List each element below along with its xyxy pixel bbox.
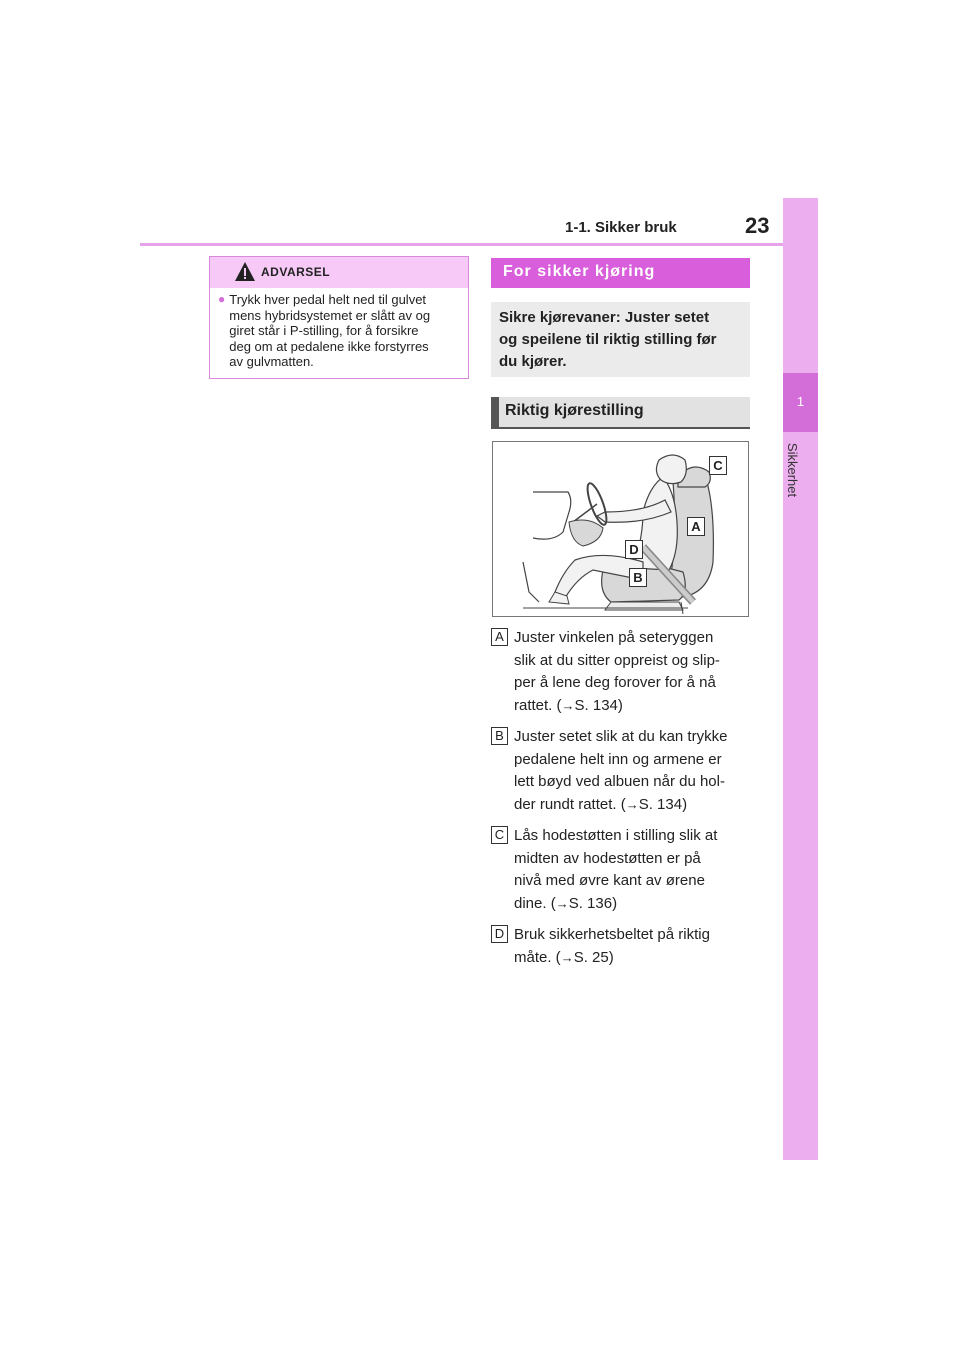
figure-label-d: D xyxy=(625,540,643,559)
warning-line: av gulvmatten. xyxy=(229,354,314,369)
figure-label-a: A xyxy=(687,517,705,536)
safe-driving-heading xyxy=(491,258,750,288)
chapter-number: 1 xyxy=(796,394,805,409)
arrow-right-icon: → xyxy=(625,796,639,812)
item-line: pedalene helt inn og armene er xyxy=(514,750,722,768)
habits-line: og speilene til riktig stilling før xyxy=(499,331,717,348)
item-text xyxy=(514,924,754,969)
warning-body xyxy=(210,288,468,370)
item-line: slik at du sitter oppreist og slip- xyxy=(514,651,720,669)
chapter-name: Sikkerhet xyxy=(785,442,800,498)
bullet-icon: ● xyxy=(218,292,226,306)
figure-label-b: B xyxy=(629,568,647,587)
item-ref-line xyxy=(514,695,754,718)
item-ref-line xyxy=(514,794,754,817)
item-line: midten av hodestøtten er på xyxy=(514,849,701,867)
arrow-right-icon: → xyxy=(561,697,575,713)
item-text xyxy=(514,726,754,816)
page-reference[interactable]: S. 134) xyxy=(638,795,688,813)
page-number: 23 xyxy=(745,213,770,238)
section-title: 1-1. Sikker bruk xyxy=(565,219,677,236)
warning-line: giret står i P-stilling, for å forsikre xyxy=(229,323,419,338)
figure-label-c: C xyxy=(709,456,727,475)
driving-habits-text xyxy=(499,307,744,373)
item-ref-line xyxy=(514,947,754,970)
warning-title: ADVARSEL xyxy=(261,265,331,279)
driving-habits-box xyxy=(491,302,750,377)
chapter-side-tab xyxy=(783,198,818,1160)
item-text xyxy=(514,627,754,717)
item-line: Juster setet slik at du kan trykke xyxy=(514,728,728,745)
item-badge: A xyxy=(491,628,508,646)
arrow-right-icon: → xyxy=(555,895,569,911)
arrow-right-icon: → xyxy=(560,949,574,965)
warning-text xyxy=(229,292,430,370)
warning-header xyxy=(210,257,468,288)
header-divider xyxy=(140,243,783,246)
item-line: Bruk sikkerhetsbeltet på riktig xyxy=(514,926,710,943)
item-line: per å lene deg forover for å nå xyxy=(514,674,716,691)
item-line: lett bøyd ved albuen når du hol- xyxy=(514,773,725,790)
warning-line: deg om at pedalene ikke forstyrres xyxy=(229,338,429,354)
page-reference[interactable]: S. 25) xyxy=(573,948,614,966)
ref-prefix: der rundt rattet. ( xyxy=(514,795,626,813)
item-line: Juster vinkelen på seteryggen xyxy=(514,629,714,646)
item-badge: B xyxy=(491,727,508,745)
habits-line: du kjører. xyxy=(499,353,567,370)
item-badge: D xyxy=(491,925,508,943)
item-line: nivå med øvre kant av ørene xyxy=(514,872,705,889)
page-reference[interactable]: S. 136) xyxy=(568,894,618,912)
safe-driving-heading-text: For sikker kjøring xyxy=(503,263,656,280)
driving-position-heading xyxy=(491,397,750,429)
warning-box xyxy=(209,256,469,379)
item-line: Lås hodestøtten i stilling slik at xyxy=(514,827,718,844)
item-ref-line xyxy=(514,893,754,916)
ref-prefix: måte. ( xyxy=(514,948,561,966)
page-reference[interactable]: S. 134) xyxy=(574,696,623,714)
item-badge: C xyxy=(491,826,508,844)
habits-line: Sikre kjørevaner: Juster setet xyxy=(499,309,710,326)
warning-triangle-icon xyxy=(234,261,256,283)
item-text xyxy=(514,825,754,915)
warning-line: mens hybridsystemet er slått av og xyxy=(229,307,431,323)
ref-prefix: dine. ( xyxy=(514,894,556,912)
heading-accent-bar xyxy=(491,397,499,427)
driving-position-title: Riktig kjørestilling xyxy=(505,402,644,419)
warning-line: Trykk hver pedal helt ned til gulvet xyxy=(229,292,427,307)
driving-position-illustration xyxy=(492,441,749,617)
ref-prefix: rattet. ( xyxy=(514,696,562,714)
